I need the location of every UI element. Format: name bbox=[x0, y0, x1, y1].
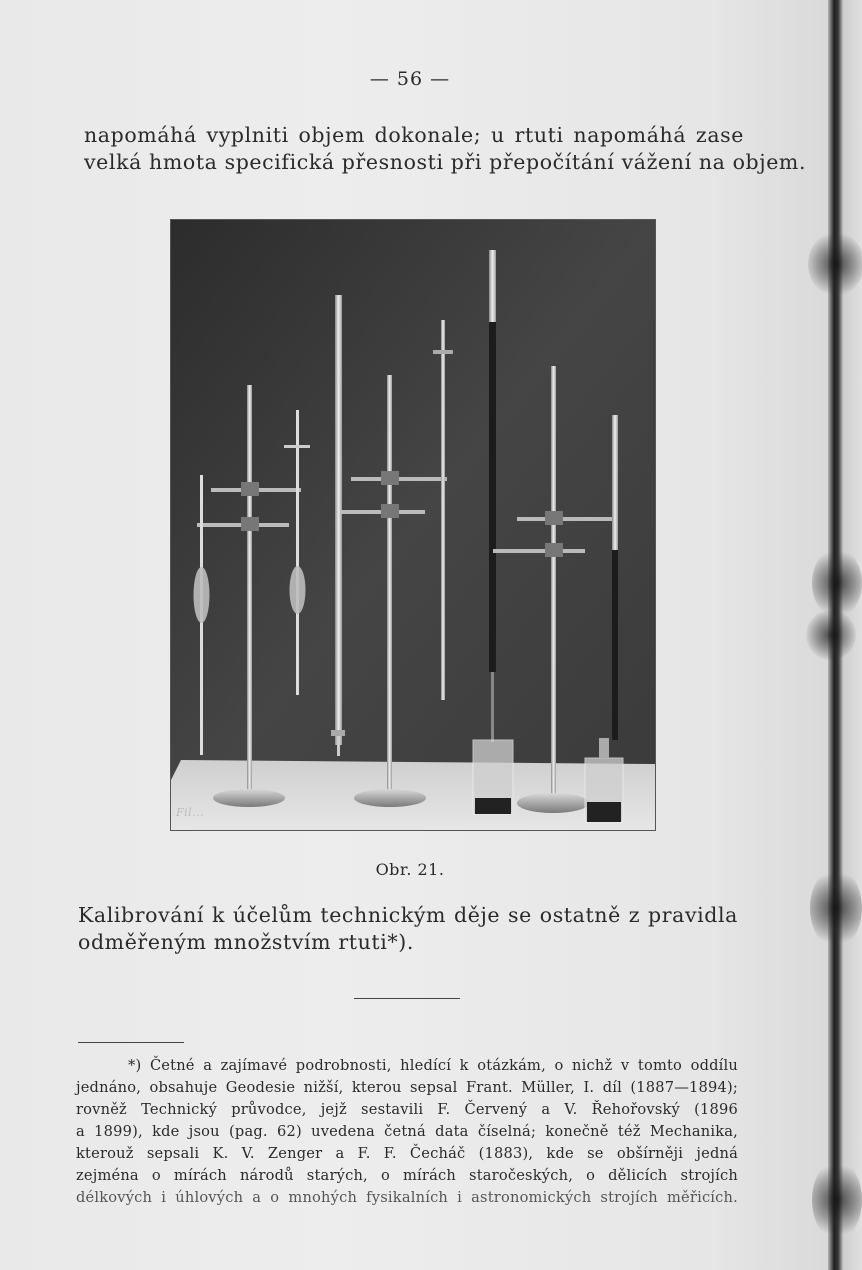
ink-stain bbox=[812, 548, 862, 618]
ink-stain bbox=[812, 1160, 862, 1240]
footnote-line: délkových i úhlových a o mnohých fysikalních i astronomických strojích měřicích. bbox=[76, 1189, 738, 1206]
footnote-line: zejména o mírách národů starých, o mírách staročeských, o dělicích strojích bbox=[76, 1167, 738, 1184]
figure-photo bbox=[170, 219, 656, 831]
footnote-line: kterouž sepsali K. V. Zenger a F. F. Čecháč (1883), kde se obšírněji jedná bbox=[76, 1145, 738, 1162]
footnote-line: rovněž Technický průvodce, jejž sestavili F. Červený a V. Řehořovský (1896 bbox=[76, 1101, 738, 1118]
footnote-line: jednáno, obsahuje Geodesie nižší, kterou sepsal Frant. Müller, I. díl (1887—1894); bbox=[76, 1079, 738, 1096]
footnote-line: *) Četné a zajímavé podrobnosti, hledící k otázkám, o nichž v tomto oddílu bbox=[128, 1057, 738, 1074]
ink-stain bbox=[810, 868, 862, 948]
footnote bbox=[76, 1055, 738, 1209]
text-line: odměřeným množstvím rtuti*). bbox=[78, 930, 414, 954]
section-divider bbox=[354, 998, 460, 999]
intro-paragraph bbox=[84, 122, 807, 176]
page-number: — 56 — bbox=[369, 68, 451, 90]
text-line: napomáhá vyplniti objem dokonale; u rtuti napomáhá zase bbox=[84, 123, 744, 147]
text-line: Kalibrování k účelům technickým děje se ostatně z pravidla bbox=[78, 903, 738, 927]
ink-stain bbox=[808, 232, 862, 296]
text-line: velká hmota specifická přesnosti při přepočítání vážení na objem. bbox=[84, 150, 807, 174]
photo-signature: Fil... bbox=[176, 806, 205, 819]
figure-caption: Obr. 21. bbox=[375, 860, 445, 879]
footnote-divider bbox=[78, 1042, 184, 1043]
body-paragraph bbox=[78, 902, 738, 956]
ink-stain bbox=[806, 610, 856, 660]
apparatus-illustration bbox=[171, 220, 655, 830]
footnote-line: a 1899), kde jsou (pag. 62) uvedena četná data číselná; konečně též Mechanika, bbox=[76, 1123, 738, 1140]
